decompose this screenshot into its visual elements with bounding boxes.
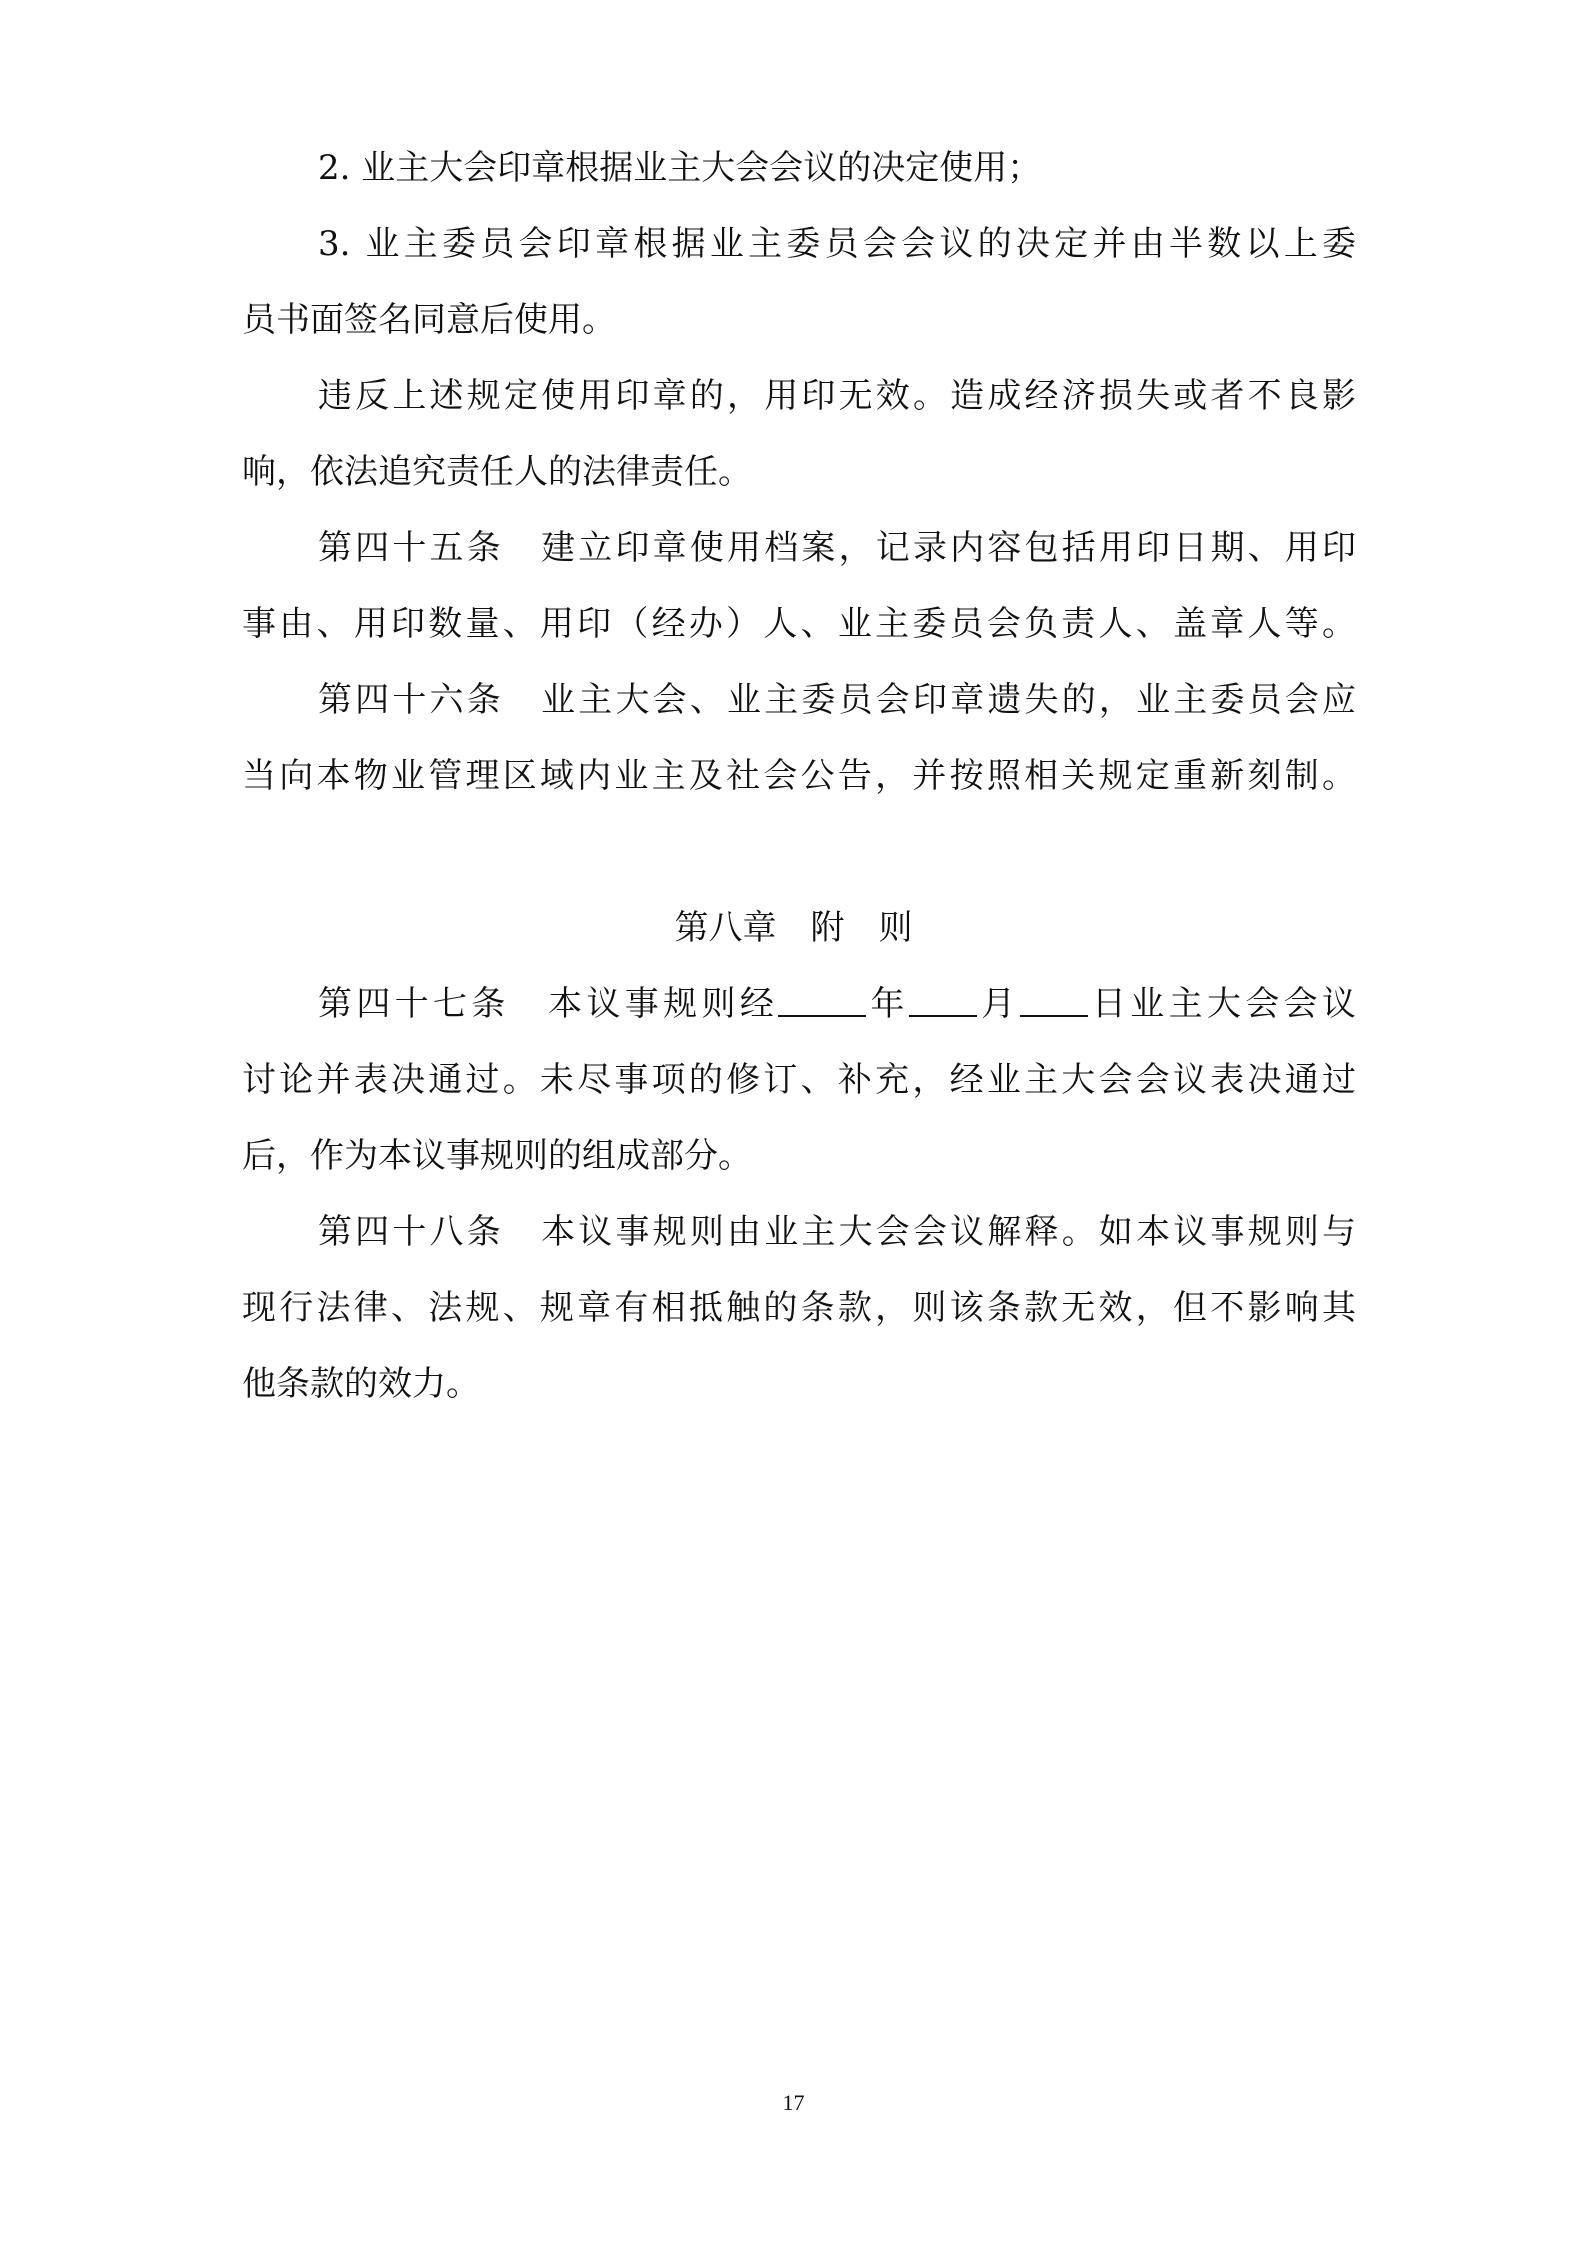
paragraph-line: 3. 业主委员会印章根据业主委员会会议的决定并由半数以上委: [318, 224, 1356, 264]
article-text: 业主大会、业主委员会印章遗失的，业主委员会应: [537, 680, 1357, 720]
page-number: 17: [782, 2090, 805, 2115]
paragraph-line: 当向本物业管理区域内业主及社会公告，并按照相关规定重新刻制。: [242, 756, 1356, 796]
paragraph-line: 现行法律、法规、规章有相抵触的条款，则该条款无效，但不影响其: [242, 1288, 1356, 1328]
article-label: 第四十七条: [318, 984, 510, 1024]
article-text: 建立印章使用档案，记录内容包括用印日期、用印: [537, 528, 1357, 568]
paragraph-line: 事由、用印数量、用印（经办）人、业主委员会负责人、盖章人等。: [242, 604, 1356, 644]
article-text: 本议事规则经: [543, 984, 779, 1024]
chapter-title: 第八章 附 则: [674, 908, 913, 948]
paragraph-line: 2. 业主大会印章根据业主大会会议的决定使用；: [318, 148, 1042, 188]
article-47-line: [318, 984, 1356, 1024]
paragraph-line: 他条款的效力。: [242, 1364, 480, 1404]
article-label: 第四十五条: [318, 528, 504, 568]
paragraph-line: 违反上述规定使用印章的，用印无效。造成经济损失或者不良影: [318, 376, 1356, 416]
article-label: 第四十八条: [318, 1212, 504, 1252]
article-46-line: [318, 680, 1356, 720]
paragraph-line: 员书面签名同意后使用。: [242, 300, 616, 340]
article-text: 本议事规则由业主大会会议解释。如本议事规则与: [537, 1212, 1357, 1252]
article-45-line: [318, 528, 1356, 568]
day-blank: [1020, 985, 1088, 1017]
month-blank: [909, 985, 977, 1017]
paragraph-line: 响，依法追究责任人的法律责任。: [242, 452, 752, 492]
year-label: 年: [866, 984, 909, 1024]
article-label: 第四十六条: [318, 680, 504, 720]
article-48-line: [318, 1212, 1356, 1252]
month-label: 月: [976, 984, 1020, 1024]
paragraph-line: 讨论并表决通过。未尽事项的修订、补充，经业主大会会议表决通过: [242, 1060, 1356, 1100]
paragraph-line: 后，作为本议事规则的组成部分。: [242, 1136, 752, 1176]
article-text-suffix: 日业主大会会议: [1087, 984, 1357, 1024]
year-blank: [778, 985, 866, 1017]
